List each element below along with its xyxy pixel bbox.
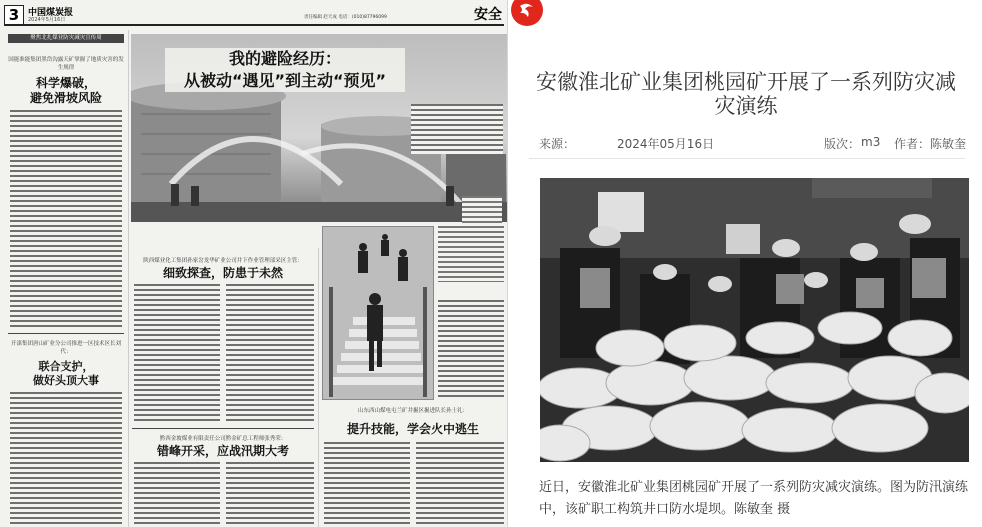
photo-caption: 近日，安徽淮北矿业集团桃园矿开展了一系列防灾减灾演练。图为防汛演练中，该矿职工构筑井口防水堤坝。陈敏奎 摄 xyxy=(539,480,969,517)
article-kicker: 黔西金坡煤业有限责任公司黔金矿总工程师张秀荣： xyxy=(132,434,314,442)
paper-logo-icon[interactable] xyxy=(511,0,543,26)
publish-date: 2024年05月16日 xyxy=(617,137,715,151)
photo-caption xyxy=(438,226,504,282)
article-kicker: 国能准能集团黑岱沟露天矿掌握了地质灾害的发生规律 xyxy=(8,57,124,71)
hero-headline: 我的避险经历： 从被动“遇见”到主动“预见” xyxy=(165,48,405,92)
article-body xyxy=(226,284,314,424)
article-kicker: 陕西煤业化工集团孙家岔龙华矿业公司井下作业管理部采区主管： xyxy=(132,256,314,264)
banner: 聚焦北扎煤业防灾减灾宣传周 xyxy=(8,34,124,43)
page-number: 3 xyxy=(4,5,24,25)
section-label: 安全 xyxy=(474,7,502,23)
flood-drill-photo[interactable] xyxy=(540,178,969,462)
newspaper-date: 2024年5月16日 xyxy=(28,17,66,23)
article-body xyxy=(134,284,220,424)
newspaper-brand: 中国煤炭报 xyxy=(28,8,74,18)
source-label: 来源： xyxy=(539,137,576,151)
paper-logo-icon-glyph xyxy=(517,2,537,20)
article-panel xyxy=(509,0,982,527)
article-headline: 科学爆破， 避免滑坡风险 xyxy=(8,76,124,106)
editor-line: 责任编辑 赵天成 电话：(010)87796099 xyxy=(304,15,387,20)
column-divider xyxy=(318,248,319,527)
flood-drill-photo-art xyxy=(540,178,969,462)
article-kicker: 山东西山煤电屯兰矿井掘区掘进队长孙士礼： xyxy=(322,406,504,414)
article-headline: 细致探查，防患于未然 xyxy=(132,266,314,280)
meta-divider xyxy=(529,158,965,159)
article-headline: 提升技能，学会火中逃生 xyxy=(322,422,504,436)
hero-intro-text xyxy=(411,104,503,154)
divider xyxy=(132,428,314,429)
evacuation-photo xyxy=(322,226,434,400)
article-body xyxy=(226,462,314,527)
author-name: 陈敏奎 xyxy=(930,137,967,151)
article-headline: 错峰开采，应战汛期大考 xyxy=(132,444,314,458)
article-title: 安徽淮北矿业集团桃园矿开展了一系列防灾减灾演练 xyxy=(536,70,956,118)
column-divider xyxy=(128,30,129,527)
article-kicker: 开滦集团唐山矿业分公司推进一区技术区长刘代： xyxy=(8,340,124,356)
evacuation-photo-art xyxy=(323,227,434,400)
article-body xyxy=(10,392,122,527)
author-label: 作者： xyxy=(894,137,931,151)
article-headline: 联合支护， 做好头顶大事 xyxy=(8,360,124,388)
article-body xyxy=(438,300,504,400)
masthead xyxy=(4,4,504,26)
article-body xyxy=(416,442,504,527)
edition-label: 版次： xyxy=(824,137,861,151)
divider xyxy=(8,333,124,334)
edition-value: m3 xyxy=(861,135,881,149)
article-body xyxy=(134,462,220,527)
article-body xyxy=(10,110,122,328)
article-body xyxy=(324,442,410,527)
